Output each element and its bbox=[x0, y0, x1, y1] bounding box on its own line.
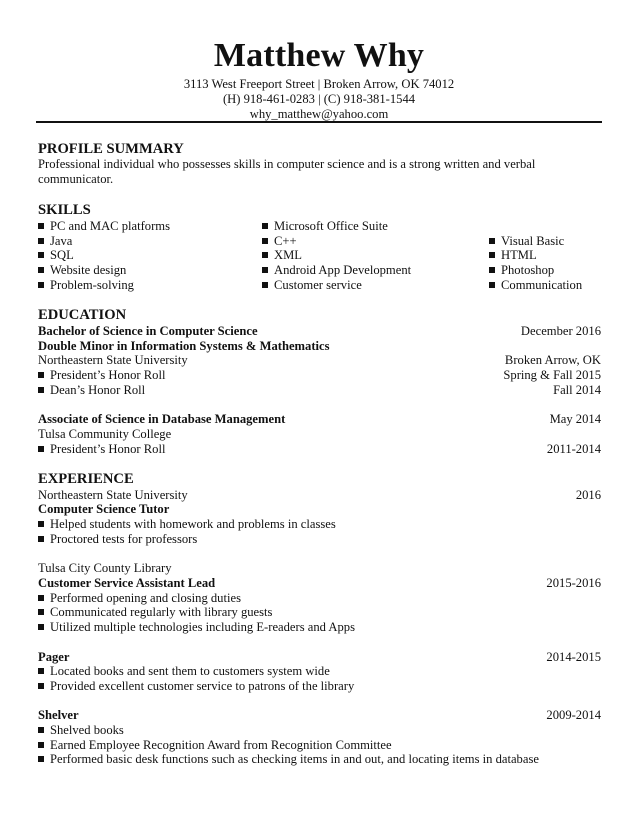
job-bullet bbox=[38, 664, 330, 679]
bullet-square-icon bbox=[262, 252, 268, 258]
school-name: Northeastern State University bbox=[38, 353, 188, 367]
honor-label: President’s Honor Roll bbox=[50, 442, 166, 456]
resume-name: Matthew Why bbox=[213, 37, 425, 74]
address: 3113 West Freeport Street | Broken Arrow, OK 74012 bbox=[183, 77, 455, 91]
skill-item bbox=[489, 234, 564, 249]
job-bullet bbox=[38, 738, 392, 753]
skill-label: SQL bbox=[50, 248, 74, 262]
school-name: Tulsa Community College bbox=[38, 427, 172, 441]
bullet-square-icon bbox=[489, 252, 495, 258]
skill-label: Android App Development bbox=[274, 263, 412, 277]
job-date: 2009-2014 bbox=[546, 708, 601, 722]
bullet-square-icon bbox=[262, 267, 268, 273]
bullet-square-icon bbox=[38, 238, 44, 244]
job-bullet bbox=[38, 517, 336, 532]
email: why_matthew@yahoo.com bbox=[249, 107, 389, 121]
bullet-square-icon bbox=[262, 238, 268, 244]
skill-item bbox=[262, 278, 362, 293]
bullet-square-icon bbox=[38, 609, 44, 615]
bullet-square-icon bbox=[38, 223, 44, 229]
bullet-square-icon bbox=[38, 668, 44, 674]
skill-label: Communication bbox=[501, 278, 583, 292]
bullet-text: Provided excellent customer service to patrons of the library bbox=[50, 679, 355, 693]
profile-summary-heading: PROFILE SUMMARY bbox=[38, 141, 184, 157]
degree-date: May 2014 bbox=[549, 412, 601, 426]
bullet-square-icon bbox=[262, 223, 268, 229]
degree-title: Associate of Science in Database Management bbox=[38, 412, 286, 426]
honor-item bbox=[38, 368, 165, 383]
skill-item bbox=[489, 263, 554, 278]
job-title: Computer Science Tutor bbox=[38, 502, 170, 516]
bullet-square-icon bbox=[38, 595, 44, 601]
skill-item bbox=[38, 248, 74, 263]
honor-item bbox=[38, 442, 165, 457]
job-date: 2014-2015 bbox=[546, 650, 601, 664]
bullet-square-icon bbox=[38, 536, 44, 542]
skill-item bbox=[262, 248, 302, 263]
skill-label: C++ bbox=[274, 234, 297, 248]
skills-heading: SKILLS bbox=[38, 202, 91, 218]
job-bullet bbox=[38, 591, 241, 606]
skill-item bbox=[262, 219, 388, 234]
honor-date: 2011-2014 bbox=[546, 442, 601, 456]
skill-item bbox=[38, 278, 134, 293]
bullet-text: Performed basic desk functions such as checking items in and out, and locating items in database bbox=[50, 752, 539, 766]
bullet-square-icon bbox=[38, 446, 44, 452]
bullet-square-icon bbox=[38, 372, 44, 378]
bullet-text: Proctored tests for professors bbox=[50, 532, 198, 546]
job-title: Shelver bbox=[38, 708, 79, 722]
bullet-square-icon bbox=[38, 683, 44, 689]
skill-label: PC and MAC platforms bbox=[50, 219, 170, 233]
bullet-square-icon bbox=[38, 521, 44, 527]
bullet-square-icon bbox=[489, 238, 495, 244]
job-date: 2015-2016 bbox=[546, 576, 601, 590]
experience-heading: EXPERIENCE bbox=[38, 471, 134, 487]
job-title: Customer Service Assistant Lead bbox=[38, 576, 216, 590]
skill-item bbox=[489, 278, 582, 293]
skill-label: Photoshop bbox=[501, 263, 555, 277]
skill-label: Website design bbox=[50, 263, 127, 277]
job-bullet bbox=[38, 605, 272, 620]
bullet-square-icon bbox=[262, 282, 268, 288]
skill-label: Problem-solving bbox=[50, 278, 134, 292]
honor-date: Spring & Fall 2015 bbox=[503, 368, 601, 382]
skill-label: Java bbox=[50, 234, 73, 248]
employer-name: Northeastern State University bbox=[38, 488, 188, 502]
bullet-square-icon bbox=[38, 267, 44, 273]
employer-name: Tulsa City County Library bbox=[38, 561, 172, 575]
skill-label: Microsoft Office Suite bbox=[274, 219, 388, 233]
bullet-square-icon bbox=[38, 624, 44, 630]
skill-item bbox=[489, 248, 537, 263]
bullet-square-icon bbox=[38, 727, 44, 733]
bullet-text: Shelved books bbox=[50, 723, 124, 737]
skill-item bbox=[38, 234, 72, 249]
profile-summary-line: Professional individual who possesses skills in computer science and is a strong written and verbal bbox=[38, 157, 536, 171]
minor-title: Double Minor in Information Systems & Mathematics bbox=[38, 339, 330, 353]
job-title: Pager bbox=[38, 650, 70, 664]
honor-label: Dean’s Honor Roll bbox=[50, 383, 146, 397]
bullet-square-icon bbox=[38, 282, 44, 288]
honor-label: President’s Honor Roll bbox=[50, 368, 166, 382]
honor-item bbox=[38, 383, 145, 398]
skill-item bbox=[38, 219, 170, 234]
job-bullet bbox=[38, 532, 197, 547]
skill-label: Visual Basic bbox=[501, 234, 565, 248]
bullet-text: Helped students with homework and problems in classes bbox=[50, 517, 336, 531]
skill-label: HTML bbox=[501, 248, 537, 262]
skill-item bbox=[262, 234, 297, 249]
degree-date: December 2016 bbox=[520, 324, 601, 338]
job-date: 2016 bbox=[575, 488, 601, 502]
honor-date: Fall 2014 bbox=[553, 383, 601, 397]
skill-label: Customer service bbox=[274, 278, 362, 292]
bullet-square-icon bbox=[38, 252, 44, 258]
job-bullet bbox=[38, 723, 124, 738]
bullet-square-icon bbox=[489, 267, 495, 273]
skill-item bbox=[262, 263, 411, 278]
phone-numbers: (H) 918-461-0283 | (C) 918-381-1544 bbox=[222, 92, 416, 106]
bullet-square-icon bbox=[38, 387, 44, 393]
job-bullet bbox=[38, 752, 539, 767]
bullet-text: Performed opening and closing duties bbox=[50, 591, 241, 605]
job-bullet bbox=[38, 620, 355, 635]
bullet-square-icon bbox=[489, 282, 495, 288]
bullet-square-icon bbox=[38, 742, 44, 748]
bullet-text: Communicated regularly with library guests bbox=[50, 605, 273, 619]
bullet-text: Utilized multiple technologies including E-readers and Apps bbox=[50, 620, 355, 634]
profile-summary-line: communicator. bbox=[38, 172, 114, 186]
skill-item bbox=[38, 263, 126, 278]
job-bullet bbox=[38, 679, 354, 694]
header-divider bbox=[36, 121, 602, 123]
education-heading: EDUCATION bbox=[38, 307, 127, 323]
bullet-text: Earned Employee Recognition Award from Recognition Committee bbox=[50, 738, 392, 752]
school-location: Broken Arrow, OK bbox=[504, 353, 601, 367]
degree-title: Bachelor of Science in Computer Science bbox=[38, 324, 258, 338]
bullet-square-icon bbox=[38, 756, 44, 762]
skill-label: XML bbox=[274, 248, 302, 262]
bullet-text: Located books and sent them to customers system wide bbox=[50, 664, 330, 678]
